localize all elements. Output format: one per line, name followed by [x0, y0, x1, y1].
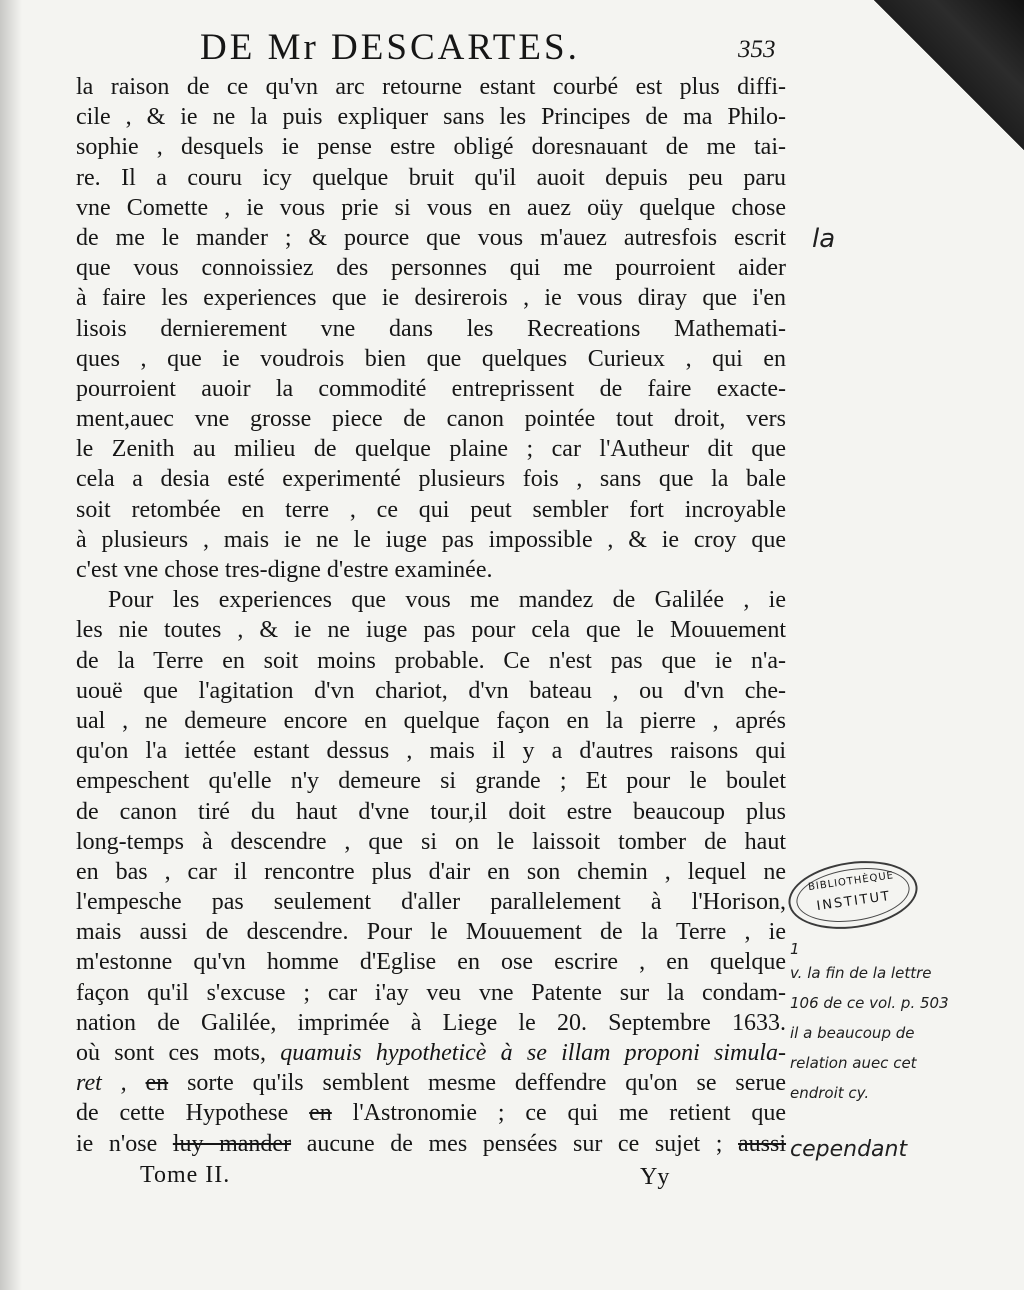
- text-line: re. Il a couru icy quelque bruit qu'il auoit depuis peu paru: [76, 164, 786, 191]
- text-line: empeschent qu'elle n'y demeure si grande ; Et pour le boulet: [76, 768, 786, 795]
- text-segment: l'Astronomie ; ce qui me retient que: [352, 1100, 787, 1127]
- text-line: soit retombée en terre , ce qui peut sembler fort incroyable: [76, 496, 786, 523]
- footer-tome: Tome II.: [140, 1162, 231, 1188]
- text-line: Pour les experiences que vous me mandez de Galilée , ie: [108, 587, 786, 614]
- margin-note-line: v. la fin de la lettre: [790, 964, 932, 982]
- text-line: de la Terre en soit moins probable. Ce n'est pas que ie n'a-: [76, 647, 786, 674]
- struck-word: en: [145, 1070, 169, 1097]
- margin-note-line: relation auec cet: [790, 1054, 917, 1072]
- page-number: 353: [738, 36, 776, 63]
- text-segment: ie n'ose: [76, 1130, 158, 1157]
- library-stamp: [784, 853, 922, 936]
- stamp-line-2: INSTITUT: [815, 888, 893, 915]
- running-head: DE Mr DESCARTES.: [200, 27, 580, 68]
- margin-correction: cependant: [790, 1137, 908, 1162]
- margin-note-line: il a beaucoup de: [790, 1024, 915, 1042]
- margin-mark: la: [812, 224, 836, 254]
- text-line: c'est vne chose tres-digne d'estre examinée.: [76, 557, 493, 583]
- footer-signature: Yy: [640, 1164, 670, 1190]
- text-line: les nie toutes , & ie ne iuge pas pour cela que le Mouuement: [76, 617, 786, 644]
- text-line: long-temps à descendre , que si on le laissoit tomber de haut: [76, 828, 786, 855]
- text-segment: de cette Hypothese: [76, 1100, 289, 1127]
- latin-quote: quamuis hypotheticè à se illam proponi simula-: [280, 1040, 787, 1066]
- text-line: à faire les experiences que ie desirerois , ie vous diray que i'en: [76, 285, 786, 312]
- text-line: [76, 1038, 786, 1068]
- margin-note-line: 106 de ce vol. p. 503: [790, 994, 949, 1012]
- struck-word: aussi: [738, 1130, 787, 1157]
- body-text: [76, 72, 786, 1159]
- text-line: [76, 1098, 786, 1128]
- stamp-line-1: BIBLIOTHÈQUE: [807, 870, 895, 894]
- text-line: pourroient auoir la commodité entreprissent de faire exacte-: [76, 375, 786, 402]
- struck-word: en: [309, 1100, 332, 1127]
- text-line: [76, 1129, 786, 1159]
- text-line: qu'on l'a iettée estant dessus , mais il y a d'autres raisons qui: [76, 738, 786, 765]
- text-line: mais aussi de descendre. Pour le Mouuement de la Terre , ie: [76, 919, 786, 946]
- text-line: cile , & ie ne la puis expliquer sans les Principes de ma Philo-: [76, 104, 786, 131]
- margin-note-line: endroit cy.: [790, 1084, 870, 1102]
- text-line: ques , que ie voudrois bien que quelques Curieux , qui en: [76, 345, 786, 372]
- text-line: de canon tiré du haut d'vne tour,il doit estre beaucoup plus: [76, 798, 786, 825]
- text-line: cela a desia esté experimenté plusieurs fois , sans que la bale: [76, 466, 786, 493]
- text-line: sophie , desquels ie pense estre obligé doresnauant de me tai-: [76, 134, 786, 161]
- text-line: la raison de ce qu'vn arc retourne estant courbé est plus diffi-: [76, 74, 786, 100]
- text-line: de me le mander ; & pource que vous m'auez autresfois escrit: [76, 224, 786, 251]
- text-line: l'empesche pas seulement d'aller parallelement à l'Horison,: [76, 889, 786, 916]
- struck-word: luy mander: [172, 1130, 292, 1157]
- margin-note-line: 1: [790, 940, 800, 958]
- text-line: uouë que l'agitation d'vn chariot, d'vn bateau , ou d'vn che-: [76, 677, 786, 704]
- text-line: façon qu'il s'excuse ; car i'ay veu vne Patente sur la condam-: [76, 979, 786, 1006]
- text-line: lisois dernierement vne dans les Recreations Mathemati-: [76, 315, 786, 342]
- text-segment: sorte qu'ils semblent mesme deffendre qu'on se serue: [187, 1070, 787, 1097]
- latin-quote: ret ,: [76, 1070, 127, 1097]
- text-line: vne Comette , ie vous prie si vous en auez oüy quelque chose: [76, 194, 786, 221]
- page-header: [200, 26, 800, 70]
- text-line: [76, 1068, 786, 1098]
- text-line: que vous connoissiez des personnes qui me pourroient aider: [76, 255, 786, 282]
- text-line: à plusieurs , mais ie ne le iuge pas impossible , & ie croy que: [76, 526, 786, 553]
- text-line: m'estonne qu'vn homme d'Eglise en ose escrire , en quelque: [76, 949, 786, 976]
- text-segment: où sont ces mots,: [76, 1040, 267, 1066]
- text-line: en bas , car il rencontre plus d'air en son chemin , lequel ne: [76, 858, 786, 885]
- text-line: ment,auec vne grosse piece de canon pointée tout droit, vers: [76, 406, 786, 433]
- text-line: nation de Galilée, imprimée à Liege le 20. Septembre 1633.: [76, 1009, 786, 1036]
- text-segment: aucune de mes pensées sur ce sujet ;: [306, 1130, 723, 1157]
- spine-shadow: [0, 0, 22, 1290]
- torn-corner: [874, 0, 1024, 150]
- text-line: ual , ne demeure encore en quelque façon en la pierre , aprés: [76, 707, 786, 734]
- text-line: le Zenith au milieu de quelque plaine ; car l'Autheur dit que: [76, 436, 786, 463]
